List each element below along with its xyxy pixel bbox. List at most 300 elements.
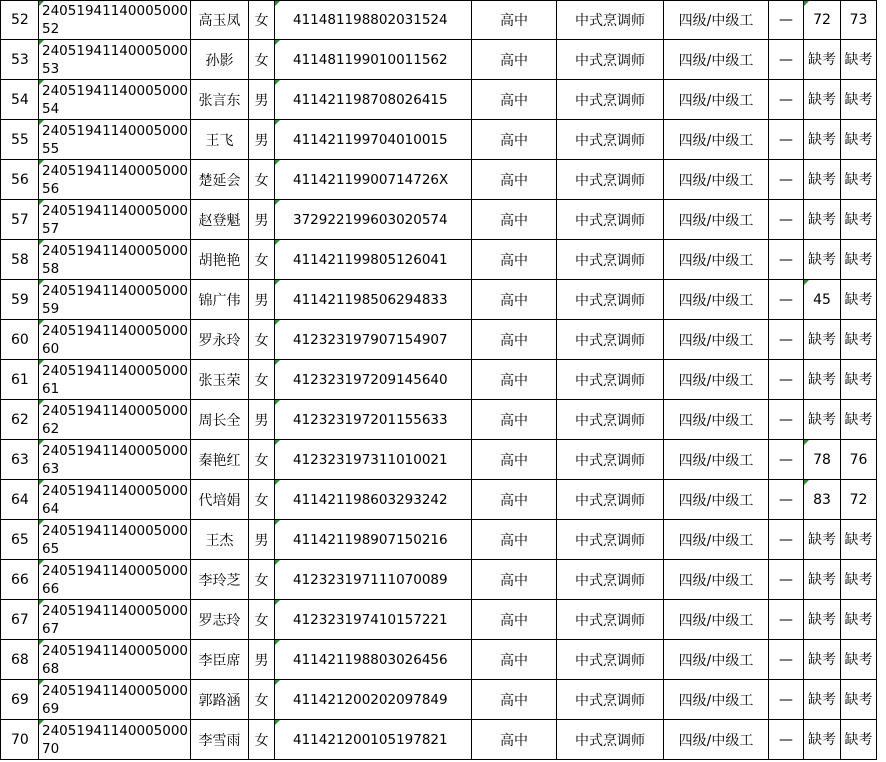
education-text: 高中 (500, 52, 528, 69)
name-cell[interactable] (191, 720, 249, 760)
education-cell[interactable] (472, 560, 557, 600)
education-cell[interactable] (472, 160, 557, 200)
level-cell[interactable] (664, 440, 769, 480)
occupation-cell[interactable] (557, 360, 664, 400)
skill-score-cell[interactable] (841, 600, 877, 640)
gender-cell[interactable] (249, 1, 275, 40)
education-cell[interactable] (472, 480, 557, 520)
seq-cell[interactable] (1, 1, 39, 40)
occupation-cell[interactable] (557, 640, 664, 680)
occupation-cell[interactable] (557, 720, 664, 760)
occupation-text: 中式烹调师 (575, 252, 645, 269)
id-number-cell[interactable] (275, 320, 472, 360)
ticket-number-cell[interactable] (39, 360, 191, 400)
seq-cell[interactable] (1, 200, 39, 240)
skill-score-cell[interactable] (841, 680, 877, 720)
ticket-number-cell[interactable] (39, 240, 191, 280)
error-indicator-icon (39, 400, 44, 405)
education-cell[interactable] (472, 640, 557, 680)
occupation-cell[interactable] (557, 1, 664, 40)
id-number-text: 41142119900714726X (293, 171, 449, 188)
seq-cell[interactable] (1, 160, 39, 200)
education-text: 高中 (500, 452, 528, 469)
id-number-text: 411421200105197821 (293, 731, 448, 748)
id-number-text: 412323197201155633 (293, 411, 448, 428)
type-text: — (779, 531, 793, 548)
ticket-number-text: 2405194114000500065 (42, 522, 189, 557)
seq-text: 61 (11, 371, 29, 388)
type-cell[interactable] (769, 360, 804, 400)
seq-cell[interactable] (1, 320, 39, 360)
skill-score-cell[interactable] (841, 480, 877, 520)
seq-text: 62 (11, 411, 29, 428)
skill-score-cell[interactable] (841, 280, 877, 320)
theory-score-cell[interactable] (804, 600, 841, 640)
theory-score-cell[interactable] (804, 200, 841, 240)
theory-score-cell[interactable] (804, 280, 841, 320)
gender-cell[interactable] (249, 560, 275, 600)
occupation-cell[interactable] (557, 560, 664, 600)
type-cell[interactable] (769, 400, 804, 440)
level-cell[interactable] (664, 120, 769, 160)
theory-score-text: 缺考 (808, 131, 836, 148)
type-cell[interactable] (769, 720, 804, 760)
theory-score-text: 缺考 (808, 91, 836, 108)
skill-score-cell[interactable] (841, 1, 877, 40)
id-number-cell[interactable] (275, 560, 472, 600)
table-row (1, 320, 877, 360)
name-cell[interactable] (191, 480, 249, 520)
id-number-cell[interactable] (275, 680, 472, 720)
level-cell[interactable] (664, 320, 769, 360)
id-number-cell[interactable] (275, 200, 472, 240)
type-cell[interactable] (769, 680, 804, 720)
name-cell[interactable] (191, 680, 249, 720)
ticket-number-cell[interactable] (39, 600, 191, 640)
occupation-text: 中式烹调师 (575, 532, 645, 549)
seq-cell[interactable] (1, 240, 39, 280)
level-cell[interactable] (664, 80, 769, 120)
table-row (1, 640, 877, 680)
theory-score-cell[interactable] (804, 80, 841, 120)
education-text: 高中 (500, 292, 528, 309)
occupation-text: 中式烹调师 (575, 692, 645, 709)
type-cell[interactable] (769, 1, 804, 40)
type-cell[interactable] (769, 600, 804, 640)
name-cell[interactable] (191, 400, 249, 440)
occupation-cell[interactable] (557, 160, 664, 200)
type-cell[interactable] (769, 280, 804, 320)
seq-cell[interactable] (1, 680, 39, 720)
type-text: — (779, 491, 793, 508)
seq-cell[interactable] (1, 40, 39, 80)
theory-score-text: 72 (813, 12, 831, 28)
skill-score-text: 缺考 (844, 611, 873, 628)
id-number-text: 411421199704010015 (293, 131, 448, 148)
ticket-number-cell[interactable] (39, 40, 191, 80)
occupation-text: 中式烹调师 (575, 172, 645, 189)
theory-score-cell[interactable] (804, 440, 841, 480)
theory-score-cell[interactable] (804, 560, 841, 600)
level-cell[interactable] (664, 280, 769, 320)
ticket-number-cell[interactable] (39, 480, 191, 520)
name-text: 李雪雨 (198, 732, 241, 749)
level-cell[interactable] (664, 360, 769, 400)
gender-cell[interactable] (249, 440, 275, 480)
skill-score-text: 缺考 (844, 51, 873, 68)
name-text: 李臣席 (198, 652, 241, 669)
education-cell[interactable] (472, 680, 557, 720)
ticket-number-cell[interactable] (39, 320, 191, 360)
theory-score-cell[interactable] (804, 120, 841, 160)
seq-cell[interactable] (1, 400, 39, 440)
occupation-cell[interactable] (557, 40, 664, 80)
education-cell[interactable] (472, 80, 557, 120)
occupation-text: 中式烹调师 (575, 332, 645, 349)
type-text: — (779, 691, 793, 708)
error-indicator-icon (39, 320, 44, 325)
skill-score-text: 缺考 (844, 171, 873, 188)
level-cell[interactable] (664, 400, 769, 440)
type-cell[interactable] (769, 200, 804, 240)
level-cell[interactable] (664, 40, 769, 80)
ticket-number-cell[interactable] (39, 280, 191, 320)
theory-score-cell[interactable] (804, 720, 841, 760)
id-number-text: 411481199010011562 (293, 51, 448, 68)
seq-cell[interactable] (1, 560, 39, 600)
seq-cell[interactable] (1, 440, 39, 480)
id-number-cell[interactable] (275, 600, 472, 640)
skill-score-cell[interactable] (841, 560, 877, 600)
education-text: 高中 (500, 372, 528, 389)
ticket-number-cell[interactable] (39, 200, 191, 240)
gender-text: 女 (254, 612, 269, 629)
education-cell[interactable] (472, 320, 557, 360)
name-cell[interactable] (191, 600, 249, 640)
theory-score-cell[interactable] (804, 40, 841, 80)
gender-cell[interactable] (249, 120, 275, 160)
skill-score-cell[interactable] (841, 520, 877, 560)
name-cell[interactable] (191, 40, 249, 80)
education-cell[interactable] (472, 720, 557, 760)
level-cell[interactable] (664, 160, 769, 200)
ticket-number-cell[interactable] (39, 520, 191, 560)
ticket-number-cell[interactable] (39, 1, 191, 40)
gender-cell[interactable] (249, 400, 275, 440)
type-cell[interactable] (769, 80, 804, 120)
level-text: 四级/中级工 (678, 412, 754, 429)
name-cell[interactable] (191, 640, 249, 680)
level-cell[interactable] (664, 480, 769, 520)
level-text: 四级/中级工 (678, 332, 754, 349)
gender-cell[interactable] (249, 640, 275, 680)
type-cell[interactable] (769, 240, 804, 280)
gender-cell[interactable] (249, 40, 275, 80)
level-cell[interactable] (664, 200, 769, 240)
theory-score-text: 缺考 (808, 651, 836, 668)
education-cell[interactable] (472, 520, 557, 560)
education-cell[interactable] (472, 1, 557, 40)
education-cell[interactable] (472, 240, 557, 280)
education-text: 高中 (500, 172, 528, 189)
error-indicator-icon (275, 480, 280, 485)
skill-score-cell[interactable] (841, 200, 877, 240)
skill-score-cell[interactable] (841, 40, 877, 80)
ticket-number-cell[interactable] (39, 80, 191, 120)
theory-score-cell[interactable] (804, 1, 841, 40)
education-cell[interactable] (472, 400, 557, 440)
table-row (1, 720, 877, 760)
skill-score-cell[interactable] (841, 80, 877, 120)
level-cell[interactable] (664, 640, 769, 680)
name-cell[interactable] (191, 560, 249, 600)
seq-cell[interactable] (1, 520, 39, 560)
id-number-cell[interactable] (275, 160, 472, 200)
id-number-cell[interactable] (275, 120, 472, 160)
error-indicator-icon (39, 80, 44, 85)
education-cell[interactable] (472, 360, 557, 400)
theory-score-cell[interactable] (804, 640, 841, 680)
ticket-number-cell[interactable] (39, 160, 191, 200)
error-indicator-icon (275, 560, 280, 565)
id-number-text: 412323197410157221 (293, 611, 448, 628)
theory-score-text: 45 (813, 291, 831, 308)
id-number-cell[interactable] (275, 440, 472, 480)
skill-score-cell[interactable] (841, 120, 877, 160)
ticket-number-text: 2405194114000500070 (42, 722, 189, 757)
education-cell[interactable] (472, 40, 557, 80)
type-text: — (779, 51, 793, 68)
skill-score-text: 72 (849, 491, 868, 508)
ticket-number-cell[interactable] (39, 720, 191, 760)
error-indicator-icon (275, 80, 280, 85)
seq-cell[interactable] (1, 720, 39, 760)
gender-cell[interactable] (249, 240, 275, 280)
theory-score-cell[interactable] (804, 320, 841, 360)
skill-score-text: 缺考 (844, 331, 873, 348)
error-indicator-icon (275, 200, 280, 205)
skill-score-cell[interactable] (841, 720, 877, 760)
seq-text: 68 (11, 651, 29, 668)
error-indicator-icon (39, 120, 44, 125)
level-cell[interactable] (664, 1, 769, 40)
skill-score-cell[interactable] (841, 360, 877, 400)
error-indicator-icon (275, 440, 280, 445)
id-number-text: 412323197209145640 (293, 371, 448, 388)
seq-cell[interactable] (1, 280, 39, 320)
gender-cell[interactable] (249, 360, 275, 400)
gender-cell[interactable] (249, 480, 275, 520)
occupation-text: 中式烹调师 (575, 612, 645, 629)
occupation-cell[interactable] (557, 280, 664, 320)
skill-score-text: 缺考 (844, 91, 873, 108)
id-number-cell[interactable] (275, 520, 472, 560)
skill-score-text: 76 (849, 451, 868, 468)
type-cell[interactable] (769, 120, 804, 160)
error-indicator-icon (39, 200, 44, 205)
name-text: 楚延会 (198, 172, 241, 189)
skill-score-cell[interactable] (841, 440, 877, 480)
name-text: 高玉凤 (198, 13, 241, 29)
type-cell[interactable] (769, 320, 804, 360)
name-cell[interactable] (191, 200, 249, 240)
seq-cell[interactable] (1, 600, 39, 640)
skill-score-text: 缺考 (844, 731, 873, 748)
level-text: 四级/中级工 (678, 492, 754, 509)
gender-text: 女 (254, 13, 269, 29)
occupation-text: 中式烹调师 (575, 452, 645, 469)
occupation-cell[interactable] (557, 440, 664, 480)
type-cell[interactable] (769, 480, 804, 520)
name-cell[interactable] (191, 440, 249, 480)
id-number-text: 412323197311010021 (293, 451, 448, 468)
ticket-number-cell[interactable] (39, 560, 191, 600)
type-cell[interactable] (769, 440, 804, 480)
occupation-cell[interactable] (557, 680, 664, 720)
education-cell[interactable] (472, 440, 557, 480)
theory-score-cell[interactable] (804, 240, 841, 280)
theory-score-cell[interactable] (804, 360, 841, 400)
seq-cell[interactable] (1, 360, 39, 400)
gender-cell[interactable] (249, 160, 275, 200)
error-indicator-icon (275, 640, 280, 645)
ticket-number-cell[interactable] (39, 120, 191, 160)
error-indicator-icon (39, 720, 44, 725)
name-cell[interactable] (191, 280, 249, 320)
id-number-cell[interactable] (275, 1, 472, 40)
table-row (1, 360, 877, 400)
occupation-cell[interactable] (557, 240, 664, 280)
level-cell[interactable] (664, 240, 769, 280)
id-number-cell[interactable] (275, 80, 472, 120)
level-cell[interactable] (664, 680, 769, 720)
seq-cell[interactable] (1, 480, 39, 520)
occupation-text: 中式烹调师 (575, 372, 645, 389)
gender-text: 女 (254, 452, 269, 469)
occupation-cell[interactable] (557, 80, 664, 120)
skill-score-text: 缺考 (844, 411, 873, 428)
ticket-number-cell[interactable] (39, 400, 191, 440)
error-indicator-icon (39, 600, 44, 605)
name-cell[interactable] (191, 520, 249, 560)
level-cell[interactable] (664, 560, 769, 600)
skill-score-cell[interactable] (841, 400, 877, 440)
type-cell[interactable] (769, 40, 804, 80)
gender-cell[interactable] (249, 600, 275, 640)
occupation-cell[interactable] (557, 320, 664, 360)
gender-cell[interactable] (249, 520, 275, 560)
type-cell[interactable] (769, 560, 804, 600)
theory-score-text: 缺考 (808, 531, 836, 548)
level-text: 四级/中级工 (678, 732, 754, 749)
error-indicator-icon (275, 40, 280, 45)
skill-score-cell[interactable] (841, 240, 877, 280)
occupation-cell[interactable] (557, 520, 664, 560)
theory-score-text: 缺考 (808, 571, 836, 588)
type-cell[interactable] (769, 160, 804, 200)
table-row (1, 680, 877, 720)
occupation-cell[interactable] (557, 600, 664, 640)
education-text: 高中 (500, 13, 528, 29)
occupation-cell[interactable] (557, 480, 664, 520)
theory-score-cell[interactable] (804, 680, 841, 720)
id-number-cell[interactable] (275, 640, 472, 680)
education-cell[interactable] (472, 600, 557, 640)
gender-text: 女 (254, 492, 269, 509)
ticket-number-cell[interactable] (39, 640, 191, 680)
id-number-cell[interactable] (275, 400, 472, 440)
name-cell[interactable] (191, 240, 249, 280)
seq-cell[interactable] (1, 120, 39, 160)
skill-score-cell[interactable] (841, 320, 877, 360)
name-cell[interactable] (191, 1, 249, 40)
id-number-cell[interactable] (275, 720, 472, 760)
type-cell[interactable] (769, 520, 804, 560)
education-cell[interactable] (472, 280, 557, 320)
gender-cell[interactable] (249, 680, 275, 720)
education-cell[interactable] (472, 200, 557, 240)
ticket-number-text: 2405194114000500052 (42, 3, 189, 37)
level-cell[interactable] (664, 600, 769, 640)
table-row (1, 240, 877, 280)
gender-cell[interactable] (249, 720, 275, 760)
skill-score-cell[interactable] (841, 160, 877, 200)
theory-score-text: 缺考 (808, 211, 836, 228)
name-cell[interactable] (191, 360, 249, 400)
error-indicator-icon (275, 320, 280, 325)
skill-score-cell[interactable] (841, 640, 877, 680)
seq-cell[interactable] (1, 640, 39, 680)
level-cell[interactable] (664, 720, 769, 760)
gender-text: 女 (254, 692, 269, 709)
id-number-cell[interactable] (275, 240, 472, 280)
theory-score-text: 缺考 (808, 371, 836, 388)
name-cell[interactable] (191, 320, 249, 360)
level-text: 四级/中级工 (678, 13, 754, 29)
name-text: 郭路涵 (198, 692, 241, 709)
education-cell[interactable] (472, 120, 557, 160)
gender-cell[interactable] (249, 200, 275, 240)
gender-cell[interactable] (249, 80, 275, 120)
gender-cell[interactable] (249, 320, 275, 360)
type-cell[interactable] (769, 640, 804, 680)
id-number-cell[interactable] (275, 280, 472, 320)
error-indicator-icon (39, 40, 44, 45)
gender-cell[interactable] (249, 280, 275, 320)
seq-cell[interactable] (1, 80, 39, 120)
occupation-cell[interactable] (557, 120, 664, 160)
seq-text: 65 (11, 531, 29, 548)
id-number-cell[interactable] (275, 360, 472, 400)
occupation-cell[interactable] (557, 400, 664, 440)
table-row (1, 280, 877, 320)
seq-text: 64 (11, 491, 29, 508)
theory-score-cell[interactable] (804, 160, 841, 200)
theory-score-cell[interactable] (804, 520, 841, 560)
seq-text: 58 (11, 251, 29, 268)
theory-score-cell[interactable] (804, 400, 841, 440)
occupation-cell[interactable] (557, 200, 664, 240)
name-cell[interactable] (191, 80, 249, 120)
ticket-number-cell[interactable] (39, 440, 191, 480)
name-cell[interactable] (191, 120, 249, 160)
level-cell[interactable] (664, 520, 769, 560)
id-number-cell[interactable] (275, 480, 472, 520)
ticket-number-cell[interactable] (39, 680, 191, 720)
id-number-cell[interactable] (275, 40, 472, 80)
theory-score-cell[interactable] (804, 480, 841, 520)
name-cell[interactable] (191, 160, 249, 200)
